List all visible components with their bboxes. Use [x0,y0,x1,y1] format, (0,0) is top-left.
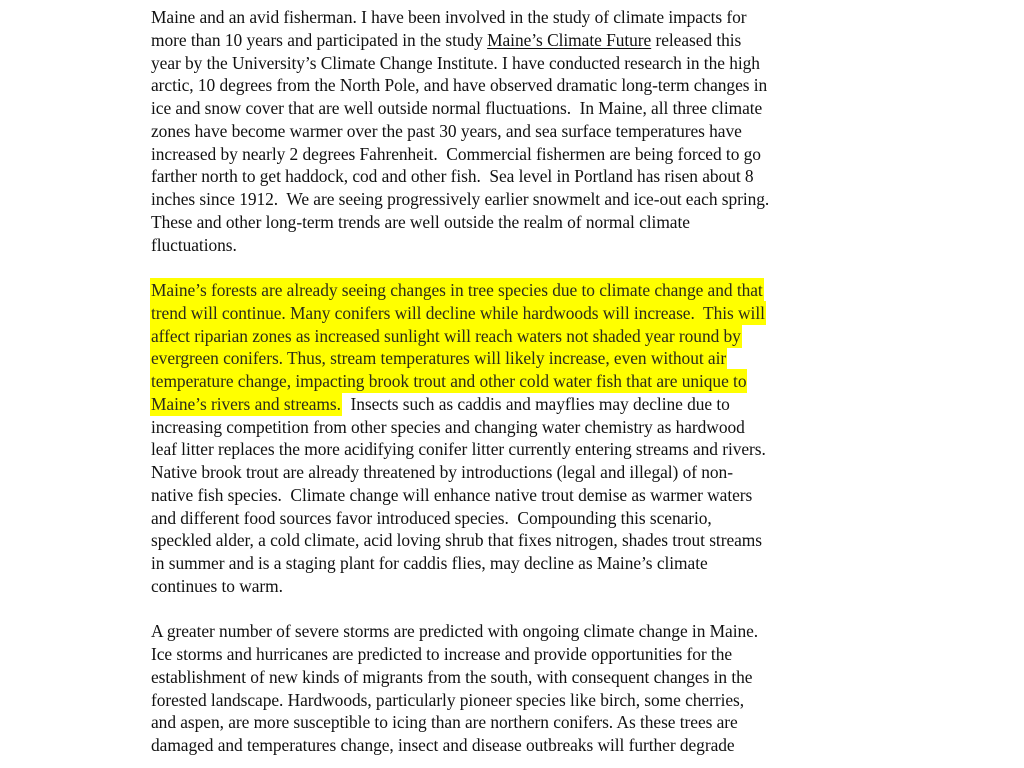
text-line: and aspen, are more susceptible to icing than are northern conifers. As these trees are [151,712,738,733]
text-segment: Insects such as caddis and mayflies may decline due to [341,393,730,414]
text-segment: released this [651,29,742,50]
highlighted-line [151,347,891,370]
highlighted-text: temperature change, impacting brook trout and other cold water fish that are unique to [151,371,747,391]
highlighted-text: Maine’s rivers and streams. [151,393,341,414]
text-line: inches since 1912. We are seeing progressively earlier snowmelt and ice-out each spring. [151,189,770,209]
text-line: in summer and is a staging plant for caddis flies, may decline as Maine’s climate [151,553,708,573]
highlighted-line [151,302,891,325]
text-line: forested landscape. Hardwoods, particularly pioneer species like birch, some cherries, [151,689,745,710]
text-line: native fish species. Climate change will enhance native trout demise as warmer waters [151,484,753,505]
text-line: Native brook trout are already threatened by introductions (legal and illegal) of non- [151,462,733,482]
highlighted-line [151,279,891,302]
text-line: damaged and temperatures change, insect and disease outbreaks will further degrade [151,735,735,755]
text-line: These and other long-term trends are well outside the realm of normal climate [151,211,690,232]
paragraph-credentials [151,6,891,256]
text-line: increasing competition from other species and changing water chemistry as hardwood [151,416,745,437]
text-line [151,393,891,416]
text-line: ice and snow cover that are well outside normal fluctuations. In Maine, all three climate [151,98,763,118]
highlighted-text: trend will continue. Many conifers will decline while hardwoods will increase. This will [151,302,765,323]
text-line: Maine and an avid fisherman. I have been involved in the study of climate impacts for [151,7,747,27]
document-page [151,6,891,757]
paragraph-gap [151,598,891,621]
text-line: year by the University’s Climate Change Institute. I have conducted research in the high [151,52,760,73]
underlined-report-title: Maine’s Climate Future [487,29,652,50]
highlighted-text: evergreen conifers. Thus, stream temperatures will likely increase, even without air [151,348,727,369]
paragraph-gap [151,256,891,279]
text-line: establishment of new kinds of migrants from the south, with consequent changes in the [151,666,753,687]
highlighted-line [151,370,891,393]
text-line: leaf litter replaces the more acidifying conifer litter currently entering streams and rivers. [151,439,766,460]
text-line: zones have become warmer over the past 30 years, and sea surface temperatures have [151,120,742,141]
text-line: farther north to get haddock, cod and other fish. Sea level in Portland has risen about 8 [151,166,754,187]
text-line: arctic, 10 degrees from the North Pole, and have observed dramatic long-term changes in [151,75,768,96]
text-segment: more than 10 years and participated in the study [151,29,488,50]
paragraph-storms [151,620,891,757]
text-line: fluctuations. [151,234,237,255]
highlighted-text: affect riparian zones as increased sunlight will reach waters not shaded year round by [151,325,741,346]
text-line [151,29,891,52]
text-line: Ice storms and hurricanes are predicted to increase and provide opportunities for the [151,644,733,664]
text-line: continues to warm. [151,575,283,596]
text-line: speckled alder, a cold climate, acid loving shrub that fixes nitrogen, shades trout streams [151,530,762,551]
highlighted-line [151,325,891,348]
highlighted-text: Maine’s forests are already seeing changes in tree species due to climate change and that [151,280,763,300]
text-line: increased by nearly 2 degrees Fahrenheit. Commercial fishermen are being forced to go [151,143,761,164]
paragraph-forests [151,279,891,598]
text-line: and different food sources favor introduced species. Compounding this scenario, [151,507,712,528]
text-line: A greater number of severe storms are predicted with ongoing climate change in Maine. [151,621,759,642]
